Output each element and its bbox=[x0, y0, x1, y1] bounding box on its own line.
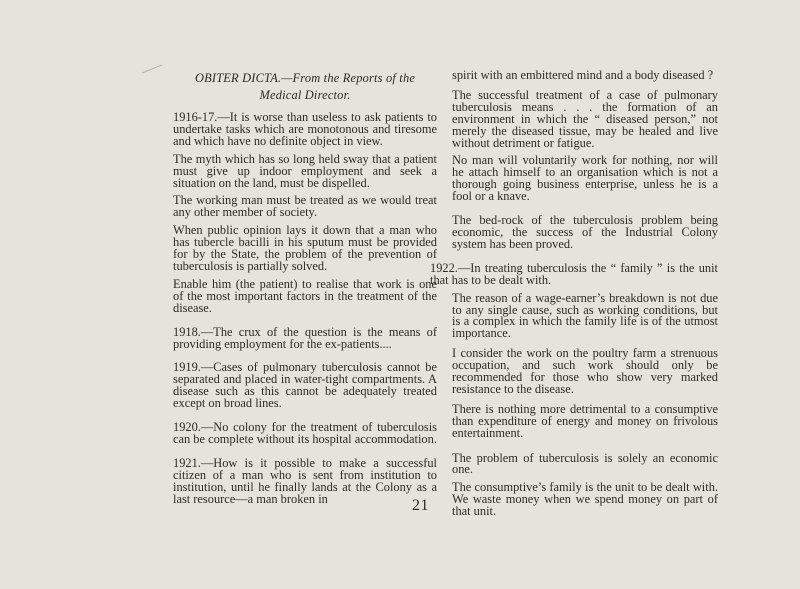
section-title-line-1: OBITER DICTA.—From the Reports of the bbox=[194, 71, 416, 85]
paragraph: When public opinion lays it down that a man who has tubercle bacilli in his sputum must be provided for by the State, the problem of the prevention of tuberculosis is partially solved. bbox=[173, 223, 437, 273]
paragraph: Enable him (the patient) to realise that work is one of the most important factors in the treatment of the disease. bbox=[173, 276, 437, 315]
paragraph: spirit with an embittered mind and a body diseased ? bbox=[452, 68, 714, 82]
section-title bbox=[173, 70, 437, 103]
left-column bbox=[173, 70, 437, 505]
paragraph: The bed-rock of the tuberculosis problem being economic, the success of the Industrial Colony system has been proved. bbox=[452, 213, 718, 251]
paragraph: 1920.—No colony for the treatment of tuberculosis can be complete without its hospital accommodation. bbox=[173, 420, 437, 446]
paragraph: 1921.—How is it possible to make a successful citizen of a man who is sent from institution to institution, until he finally lands at the Colony as a last resource—a man broken in bbox=[173, 455, 437, 506]
paragraph: The working man must be treated as we would treat any other member of society. bbox=[173, 193, 437, 220]
paragraph: 1916-17.—It is worse than useless to ask patients to undertake tasks which are monotonous and tiresome and which have no definite object in view. bbox=[173, 110, 437, 148]
section-title-line-2: Medical Director. bbox=[259, 87, 351, 102]
paragraph: The myth which has so long held sway that a patient must give up indoor employment and seek a situation on the land, must be dispelled. bbox=[173, 151, 437, 190]
paragraph: The consumptive’s family is the unit to be dealt with. We waste money when we spend money on part of that unit. bbox=[452, 480, 718, 519]
paragraph: The successful treatment of a case of pulmonary tuberculosis means . . . the formation of an environment in which the “ diseased person,” not merely the diseased tissue, may be healed and live without detriment or fatigue. bbox=[452, 87, 718, 150]
paragraph: There is nothing more detrimental to a consumptive than expenditure of energy and money on frivolous entertainment. bbox=[452, 401, 718, 440]
paragraph: 1918.—The crux of the question is the means of providing employment for the ex-patients.... bbox=[173, 324, 437, 351]
paragraph: 1919.—Cases of pulmonary tuberculosis cannot be separated and placed in water-tight compartments. A disease such as this cannot be adequately treated except on broad lines. bbox=[173, 360, 437, 411]
paragraph: No man will voluntarily work for nothing, nor will he attach himself to an organisation which is not a thorough going business enterprise, unless he is a fool or a knave. bbox=[452, 153, 718, 204]
right-column bbox=[430, 68, 718, 519]
scan-mark bbox=[142, 64, 167, 82]
paragraph: 1922.—In treating tuberculosis the “ family ” is the unit that has to be dealt with. bbox=[430, 260, 718, 287]
paragraph: I consider the work on the poultry farm a strenuous occupation, and such work should only be recommended for those who show very marked resistance to the disease. bbox=[452, 346, 718, 396]
paragraph: The reason of a wage-earner’s breakdown is not due to any single cause, such as working conditions, but is a complex in which the family life is of the utmost importance. bbox=[452, 290, 718, 341]
paragraph: The problem of tuberculosis is solely an economic one. bbox=[452, 450, 718, 477]
page-number: 21 bbox=[412, 497, 429, 514]
